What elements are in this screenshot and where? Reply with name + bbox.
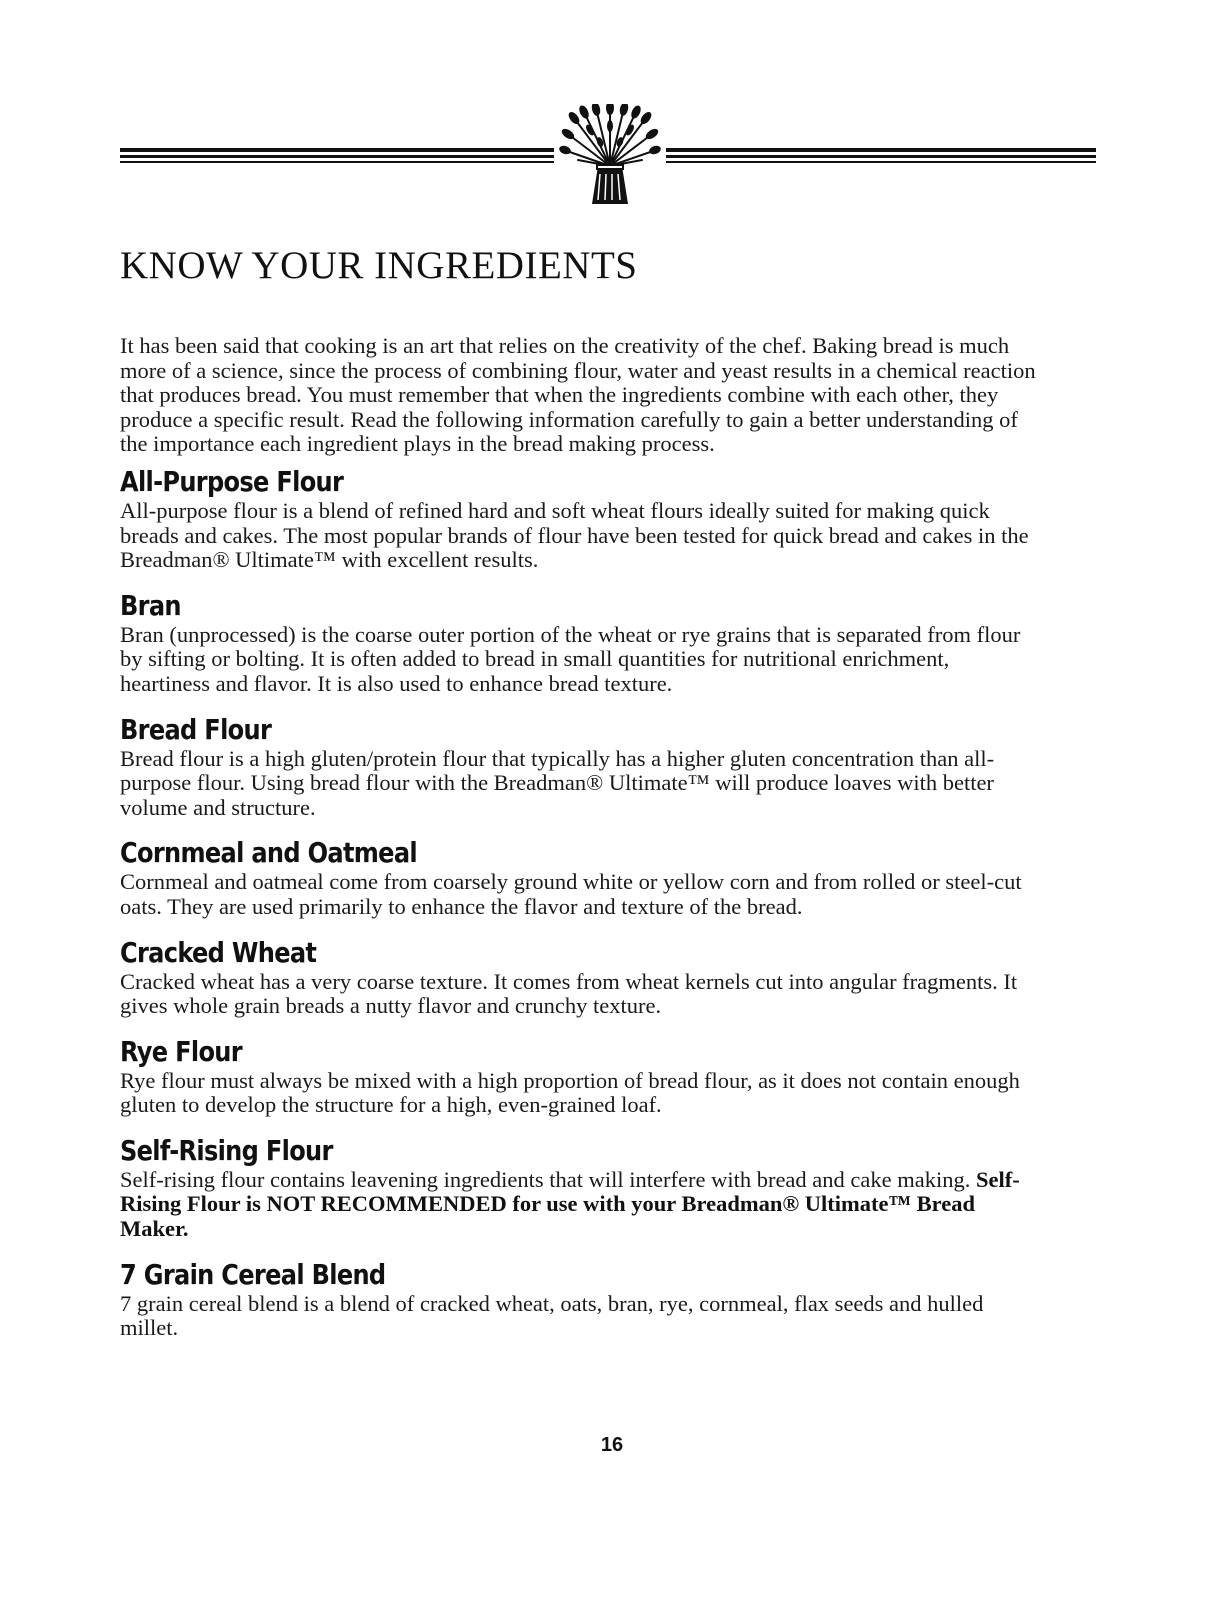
section-body: All-purpose flour is a blend of refined hard and soft wheat flours ideally suited for making quick breads and cakes. The most popular brands of flour have been tested for quick bread and cakes in the Breadman® Ultimate™ with excellent results. bbox=[120, 497, 1029, 573]
section-bread-flour bbox=[120, 713, 1044, 821]
section-body: Bran (unprocessed) is the coarse outer portion of the wheat or rye grains that is separated from flour by sifting or bolting. It is often added to bread in small quantities for nutritional enrichment, heartiness and flavor. It is also used to enhance bread texture. bbox=[120, 621, 1021, 696]
section-cornmeal-and-oatmeal bbox=[120, 836, 1044, 919]
section-heading: Rye Flour bbox=[120, 1034, 242, 1068]
section-heading: Bread Flour bbox=[120, 712, 272, 746]
section-body: Rye flour must always be mixed with a high proportion of bread flour, as it does not contain enough gluten to develop the structure for a high, even-grained loaf. bbox=[120, 1067, 1020, 1118]
section-bran bbox=[120, 589, 1044, 697]
intro-paragraph: It has been said that cooking is an art that relies on the creativity of the chef. Baking bread is much more of a science, since the process of combining flour, water and yeast results in a chemical reaction that produces bread. You must remember that when the ingredients combine with each other, they produce a specific result. Read the following information carefully to gain a better understanding of the importance each ingredient plays in the bread making process. bbox=[120, 333, 1036, 457]
section-body bbox=[120, 1168, 1044, 1242]
section-rye-flour bbox=[120, 1035, 1044, 1118]
section-7-grain-cereal-blend bbox=[120, 1258, 1044, 1341]
section-heading: All-Purpose Flour bbox=[120, 464, 344, 498]
wheat-sheaf-icon bbox=[554, 104, 666, 212]
section-heading: Self-Rising Flour bbox=[120, 1133, 333, 1167]
section-body: Cornmeal and oatmeal come from coarsely ground white or yellow corn and from rolled or steel-cut oats. They are used primarily to enhance the flavor and texture of the bread. bbox=[120, 869, 1022, 919]
section-heading: Bran bbox=[120, 588, 181, 622]
page-number: 16 bbox=[600, 1434, 624, 1456]
section-body: Bread flour is a high gluten/protein flour that typically has a higher gluten concentration than all-purpose flour. Using bread flour with the Breadman® Ultimate™ will produce loaves with better volume and structure. bbox=[120, 745, 995, 820]
section-heading: Cracked Wheat bbox=[120, 935, 317, 969]
section-heading: Cornmeal and Oatmeal bbox=[120, 836, 417, 870]
section-self-rising-flour bbox=[120, 1134, 1044, 1242]
warning-text: Self-Rising Flour is NOT RECOMMENDED for use with your Breadman® Ultimate™ Bread Maker. bbox=[120, 1166, 1020, 1242]
section-body-text: Self-rising flour contains leavening ingredients that will interfere with bread and cake making. bbox=[120, 1166, 976, 1192]
section-all-purpose-flour bbox=[120, 465, 1044, 573]
section-heading: 7 Grain Cereal Blend bbox=[120, 1257, 386, 1291]
section-body: Cracked wheat has a very coarse texture. It comes from wheat kernels cut into angular fragments. It gives whole grain breads a nutty flavor and crunchy texture. bbox=[120, 968, 1018, 1019]
ingredients-content bbox=[120, 334, 1044, 1357]
section-cracked-wheat bbox=[120, 936, 1044, 1019]
section-body: 7 grain cereal blend is a blend of cracked wheat, oats, bran, rye, cornmeal, flax seeds and hulled millet. bbox=[120, 1290, 984, 1341]
page-title: KNOW YOUR INGREDIENTS bbox=[120, 244, 638, 287]
